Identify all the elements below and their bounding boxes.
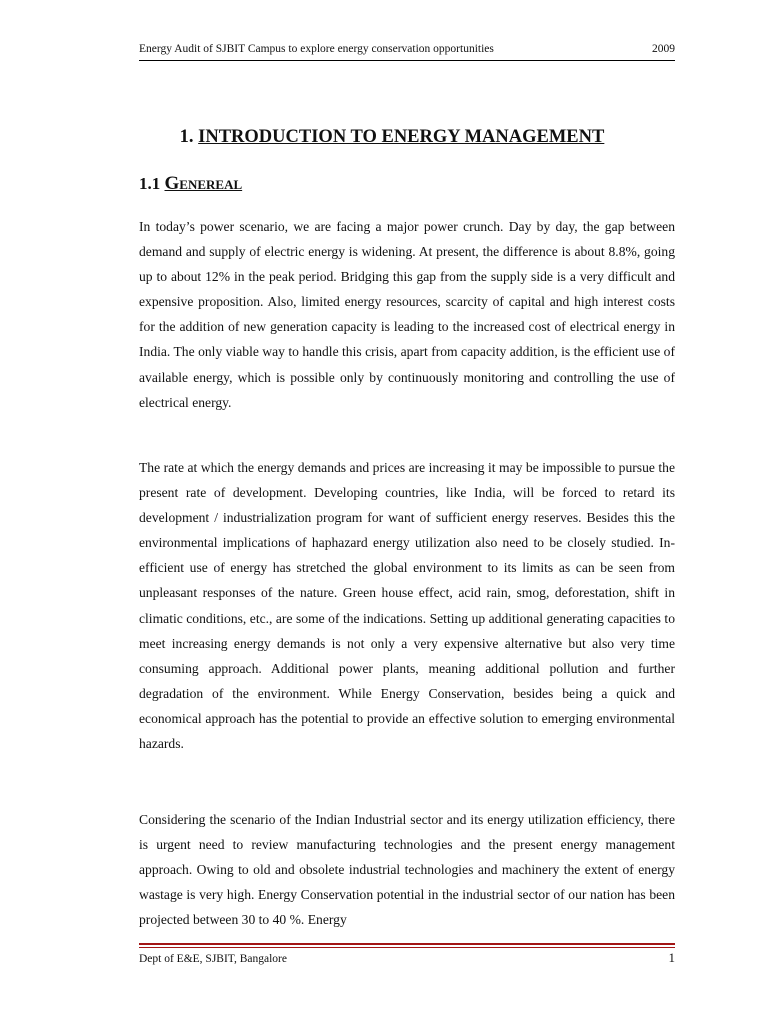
header-title: Energy Audit of SJBIT Campus to explore energy conservation opportunities bbox=[139, 43, 494, 55]
paragraph: Considering the scenario of the Indian Industrial sector and its energy utilization efficiency, there is urgent need to review manufacturing technologies and the present energy management approach. Owing to old and obsolete industrial technologies and machinery the extent of energy wastage is very high. Energy Conservation potential in the industrial sector of our nation has been projected between 30 to 40 %. Energy bbox=[139, 812, 675, 928]
footer-department: Dept of E&E, SJBIT, Bangalore bbox=[139, 953, 287, 965]
footer-rule bbox=[139, 943, 675, 945]
section-title: Genereal bbox=[164, 173, 243, 194]
paragraph: The rate at which the energy demands and prices are increasing it may be impossible to pursue the present rate of development. Developing countries, like India, will be forced to retard its development / industrialization program for want of sufficient energy reserves. Besides this the environmental implications of haphazard energy utilization also need to be closely studied. In-efficient use of energy has stretched the global environment to its limits as can be seen from unpleasant responses of the nature. Green house effect, acid rain, smog, deforestation, shift in climatic conditions, etc., are some of the indications. Setting up additional generating capacities to meet increasing energy demands is not only a very expensive alternative but also very time consuming approach. Additional power plants, meaning additional pollution and further degradation of the environment. While Energy Conservation, besides being a quick and economical approach has the potential to provide an effective solution to emerging environmental hazards. bbox=[139, 460, 675, 752]
chapter-title: INTRODUCTION TO ENERGY MANAGEMENT bbox=[198, 127, 605, 147]
section-number: 1.1 bbox=[139, 174, 161, 193]
footer-rule-thin bbox=[139, 947, 675, 948]
chapter-number: 1. bbox=[179, 127, 194, 147]
paragraph: In today’s power scenario, we are facing a major power crunch. Day by day, the gap between demand and supply of electric energy is widening. At present, the difference is about 8.8%, going up to about 12% in the peak period. Bridging this gap from the supply side is a very difficult and expensive proposition. Also, limited energy resources, scarcity of capital and high interest costs for the addition of new generation capacity is leading to the increased cost of electrical energy in India. The only viable way to handle this crisis, apart from capacity addition, is the efficient use of available energy, which is possible only by continuously monitoring and controlling the use of electrical energy. bbox=[139, 219, 675, 410]
header-year: 2009 bbox=[652, 43, 675, 55]
page-number: 1 bbox=[668, 950, 675, 965]
header-rule bbox=[139, 60, 675, 61]
section-heading bbox=[139, 173, 242, 195]
page-footer bbox=[139, 952, 675, 966]
chapter-heading bbox=[0, 126, 768, 148]
page-header bbox=[139, 42, 675, 56]
